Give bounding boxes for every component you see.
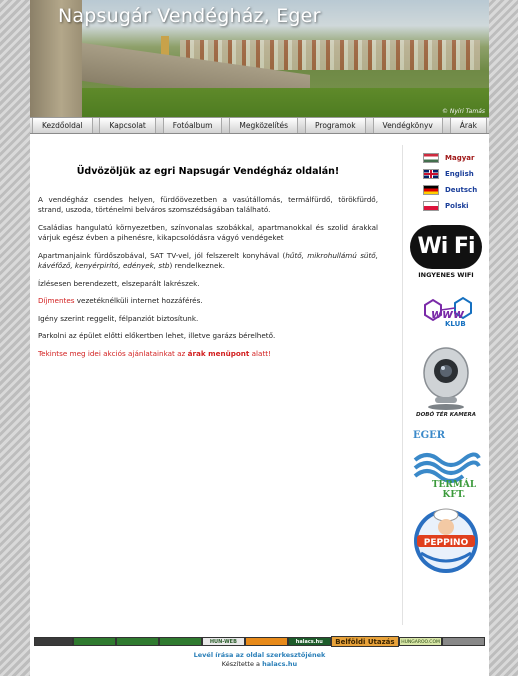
nav-photo-album[interactable]: Fotóalbum: [163, 118, 223, 133]
uk-flag-icon: [423, 169, 439, 179]
offers-text-a: Tekintse meg idei akciós ajánlatainkat az: [38, 348, 188, 358]
german-flag-icon: [423, 185, 439, 195]
internet-paragraph: [38, 296, 378, 307]
page-container: [30, 0, 489, 676]
prices-menu-link[interactable]: árak menüpont: [187, 348, 250, 358]
halacs-link[interactable]: halacs.hu: [262, 660, 298, 668]
hungarian-flag-icon: [423, 153, 439, 163]
peppino-logo-text: PEPPINO: [423, 538, 469, 548]
partner-badge-6[interactable]: [245, 637, 288, 646]
breakfast-paragraph: Igény szerint reggelit, félpanziót biztosítunk.: [38, 313, 199, 323]
www-klub-badge[interactable]: [407, 293, 485, 337]
free-label: Díjmentes: [38, 296, 75, 305]
main-nav: [30, 117, 489, 134]
internet-text: vezetéknélküli internet hozzáférés.: [74, 296, 203, 305]
nav-contact[interactable]: Kapcsolat: [99, 118, 155, 133]
apartment-text-c: ) rendelkeznek.: [169, 261, 225, 270]
apartment-equipment: hűtő, mikrohullámú sütő, kávéfőző, kenyérpirító, edények, stb: [38, 250, 378, 270]
credits-text: Készítette a: [221, 660, 263, 668]
parking-paragraph: Parkolni az épület előtti előkertben lehet, illetve garázs bérelhető.: [38, 331, 276, 340]
sidebar: [402, 145, 490, 625]
partner-badge-belfoldi-utazas[interactable]: Belföldi Utazás: [331, 636, 399, 647]
accommodation-paragraph: Családias hangulatú környezetben, színvonalas szobákkal, apartmanokkal és szolid árakkal várjuk egész évben a pihenésre, kikapcsolódásra vágyó vendégeket: [38, 222, 378, 242]
offers-text-c: alatt!: [249, 348, 271, 358]
credits-line: [30, 660, 489, 669]
nav-programs[interactable]: Programok: [305, 118, 366, 133]
nav-prices[interactable]: Árak: [450, 118, 487, 133]
nav-guestbook[interactable]: Vendégkönyv: [373, 118, 443, 133]
nav-home[interactable]: Kezdőoldal: [32, 118, 93, 133]
wifi-logo: Wi Fi: [410, 225, 482, 269]
partner-badge-3[interactable]: [116, 637, 159, 646]
lang-label: Magyar: [445, 154, 475, 162]
intro-paragraph: A vendégház csendes helyen, fürdőövezetben a vasútállomás, termálfürdő, törökfürdő, strand, uszoda, történelmi belváros szomszédságában található.: [38, 194, 378, 214]
site-title: Napsugár Vendégház, Eger: [58, 5, 321, 27]
peppino-badge[interactable]: [407, 505, 485, 580]
partner-badge-4[interactable]: [159, 637, 202, 646]
lang-english[interactable]: [423, 166, 490, 182]
rooms-paragraph: Ízlésesen berendezett, elszeparált lakrészek.: [38, 278, 200, 288]
header-banner: [30, 0, 489, 117]
photo-credit: © Nyíri Tamás: [441, 108, 485, 115]
offers-paragraph: [38, 349, 378, 360]
termal-logo-bottom: TERMÁL KFT.: [431, 480, 477, 500]
lang-label: English: [445, 170, 474, 178]
partner-badge-hunweb[interactable]: HUN-WEB: [202, 637, 245, 646]
partner-badges-bar: [30, 635, 489, 647]
klub-logo-sub: KLUB: [445, 320, 466, 328]
nav-directions[interactable]: Megközelítés: [229, 118, 298, 133]
termal-logo-top: EGER: [413, 430, 446, 441]
wifi-caption: INGYENES WIFI: [418, 271, 474, 279]
partner-badge-1[interactable]: [34, 637, 73, 646]
email-editor-link[interactable]: Levél írása az oldal szerkesztőjének: [193, 651, 326, 659]
apartment-paragraph: [38, 251, 378, 272]
webcam-caption: DOBÓ TÉR KAMERA: [416, 412, 476, 418]
partner-badge-2[interactable]: [73, 637, 116, 646]
lang-magyar[interactable]: [423, 150, 490, 166]
footer: [30, 651, 489, 669]
peppino-pizza-logo: [407, 505, 485, 575]
main-content: [38, 167, 378, 366]
lang-polski[interactable]: [423, 198, 490, 214]
lang-label: Polski: [445, 202, 469, 210]
partner-badge-halacs[interactable]: halacs.hu: [288, 637, 331, 646]
webcam-icon: [407, 345, 485, 411]
klub-logo-text: www: [431, 307, 465, 321]
webcam-badge[interactable]: [407, 345, 485, 425]
apartment-text-a: Apartmanjaink fürdőszobával, SAT TV-vel, jól felszerelt konyhával (: [38, 250, 286, 260]
eger-termal-badge[interactable]: [407, 430, 485, 500]
polish-flag-icon: [423, 201, 439, 211]
partner-badge-10[interactable]: [442, 637, 485, 646]
wifi-badge: [407, 225, 485, 283]
grass-field: [30, 88, 489, 117]
lang-deutsch[interactable]: [423, 182, 490, 198]
partner-badge-hungaroo[interactable]: HUNGAROO.COM: [399, 637, 442, 646]
welcome-heading: Üdvözöljük az egri Napsugár Vendégház oldalán!: [76, 166, 340, 177]
lang-label: Deutsch: [445, 186, 478, 194]
